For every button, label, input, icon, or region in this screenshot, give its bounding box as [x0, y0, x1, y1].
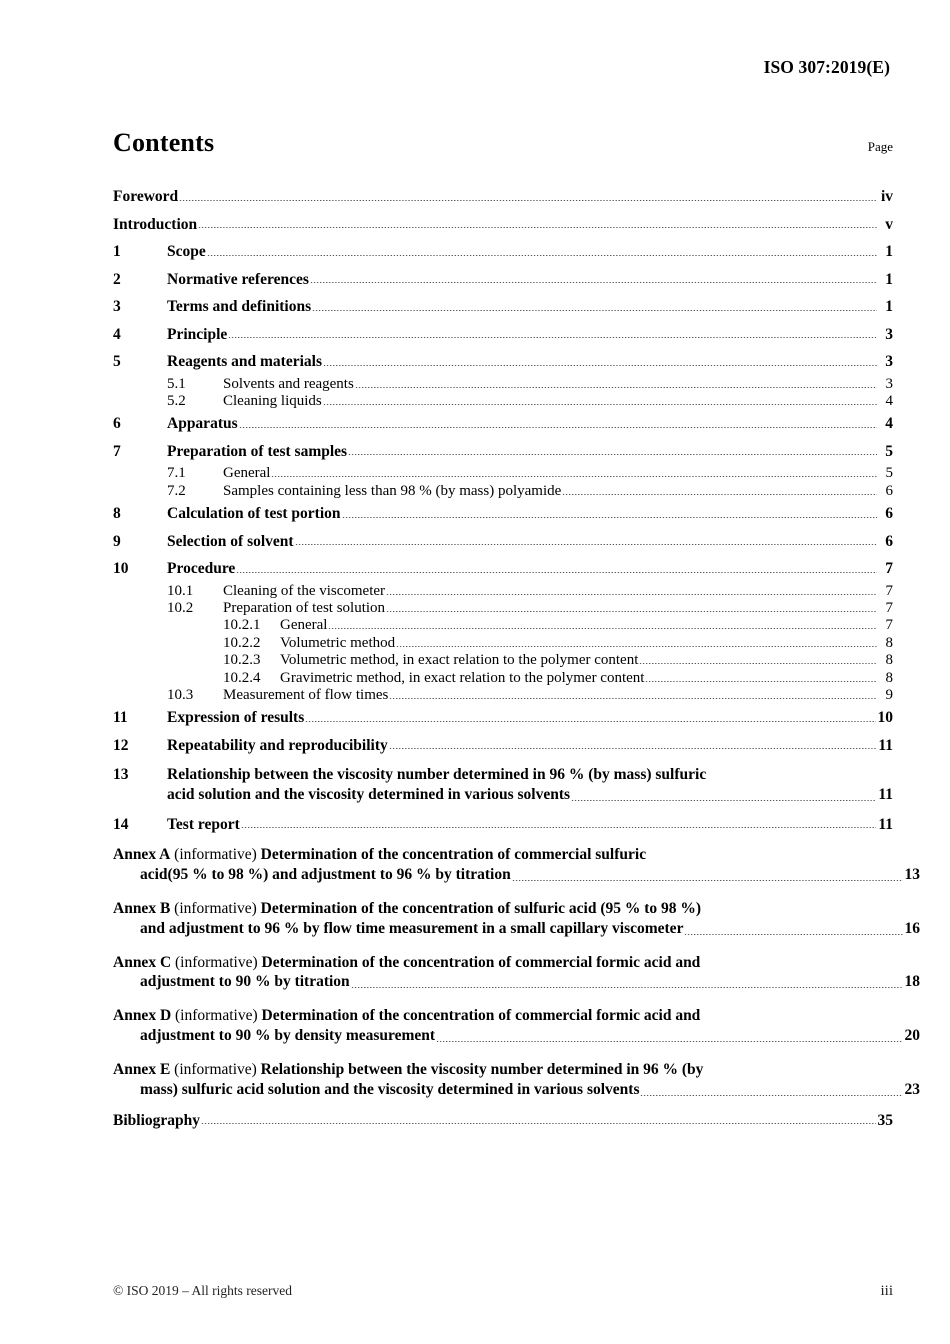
toc-entry-title-line-2: acid(95 % to 98 %) and adjustment to 96 % by titration [140, 866, 511, 884]
toc-entry-title: Apparatus [167, 415, 238, 433]
toc-entry-annex-a[interactable] [113, 838, 920, 892]
toc-entry-page: 11 [878, 815, 893, 833]
toc-entry-number: 1 [113, 243, 121, 260]
copyright-notice: © ISO 2019 – All rights reserved [113, 1283, 292, 1298]
toc-entry-body [113, 1060, 920, 1100]
toc-entry-introduction[interactable] [113, 211, 893, 239]
toc-entry-clause-6[interactable] [113, 410, 893, 438]
toc-entry-title: Volumetric method, in exact relation to the polymer content [280, 652, 639, 669]
toc-entry-number: 10.2.3 [223, 652, 261, 669]
annex-kind-text: (informative) [174, 899, 257, 917]
toc-entry-title-line-1: Determination of the concentration of sulfuric acid (95 % to 98 %) [260, 899, 702, 917]
toc-entry-page: 1 [885, 270, 893, 288]
toc-entry-title-line-2: adjustment to 90 % by titration [140, 973, 350, 991]
toc-entry-title: Cleaning liquids [223, 393, 322, 410]
toc-entry-title: Preparation of test solution [223, 600, 386, 617]
annex-label: Annex E [113, 1060, 171, 1078]
page-column-label: Page [867, 139, 893, 154]
toc-entry-bibliography[interactable] [113, 1107, 893, 1135]
toc-entry-page: 35 [877, 1111, 893, 1129]
dot-leader [201, 1122, 876, 1125]
toc-entry-number: 2 [113, 270, 121, 288]
toc-entry-clause-10-2-4[interactable] [113, 669, 893, 686]
annex-label: Annex B [113, 899, 171, 917]
toc-entry-body [113, 1006, 920, 1046]
toc-entry-title-line-1: Determination of the concentration of commercial formic acid and [261, 953, 701, 971]
toc-entry-title: Terms and definitions [167, 298, 312, 315]
toc-entry-clause-11[interactable] [113, 704, 893, 732]
toc-entry-clause-7-1[interactable] [113, 465, 893, 482]
toc-entry-clause-10-3[interactable] [113, 687, 893, 704]
toc-entry-title-line-1: Determination of the concentration of commercial formic acid and [261, 1007, 701, 1025]
toc-entry-clause-14[interactable] [113, 811, 893, 839]
toc-entry-body [113, 953, 920, 993]
toc-entry-number: 3 [113, 298, 121, 315]
toc-entry-title: Test report [167, 815, 240, 833]
toc-entry-number: 4 [113, 325, 121, 343]
toc-entry-page: 3 [885, 353, 893, 370]
toc-entry-body [167, 765, 893, 805]
toc-entry-number: 14 [113, 815, 129, 833]
toc-entry-title: Solvents and reagents [223, 375, 354, 392]
dot-leader [271, 475, 877, 478]
dot-leader [312, 309, 877, 312]
toc-entry-number: 5 [113, 353, 121, 370]
toc-entry-title: Cleaning of the viscometer [223, 582, 386, 599]
toc-entry-number: 10.1 [167, 582, 194, 599]
toc-entry-clause-10-2-1[interactable] [113, 617, 893, 634]
toc-entry-title: Expression of results [167, 709, 305, 727]
annex-label: Annex C [113, 953, 172, 971]
toc-entry-last-line [113, 1080, 920, 1100]
toc-entry-annex-e[interactable] [113, 1053, 920, 1107]
toc-entry-title: Gravimetric method, in exact relation to the polymer content [280, 669, 645, 686]
dot-leader [342, 516, 877, 519]
annex-kind-text: (informative) [175, 953, 258, 971]
toc-entry-page: 16 [904, 919, 920, 937]
dot-leader [389, 747, 877, 750]
toc-entry-title-line-1: Determination of the concentration of commercial sulfuric [260, 846, 647, 864]
toc-entry-page: 4 [885, 393, 893, 410]
footer-page-number: iii [880, 1283, 893, 1299]
toc-entry-number: 7.2 [167, 482, 186, 499]
dot-leader [348, 453, 877, 456]
toc-entry-page: 7 [885, 617, 893, 634]
toc-entry-number: 7 [113, 442, 121, 460]
toc-entry-page: 1 [885, 243, 893, 260]
dot-leader [639, 662, 877, 665]
toc-entry-clause-3[interactable] [113, 293, 893, 321]
toc-entry-page: 9 [885, 686, 893, 703]
toc-entry-annex-heading [113, 1006, 893, 1026]
toc-entry-title: General [280, 617, 328, 634]
dot-leader [236, 571, 877, 574]
dot-leader [396, 645, 877, 648]
toc-entry-title: Reagents and materials [167, 353, 322, 370]
toc-entry-clause-2[interactable] [113, 266, 893, 294]
toc-entry-annex-c[interactable] [113, 946, 920, 1000]
dot-leader [640, 1094, 902, 1097]
dot-leader [351, 986, 903, 989]
dot-leader [198, 226, 877, 229]
toc-entry-number: 13 [113, 766, 129, 784]
toc-entry-number: 12 [113, 736, 129, 754]
toc-entry-page: 7 [885, 560, 893, 577]
toc-entry-clause-7-2[interactable] [113, 483, 893, 500]
dot-leader [228, 336, 877, 339]
toc-entry-clause-5[interactable] [113, 348, 893, 376]
table-of-contents [113, 183, 920, 1134]
toc-entry-body [113, 899, 920, 939]
toc-entry-page: 3 [885, 375, 893, 392]
annex-kind-text: (informative) [174, 1060, 257, 1078]
annex-kind-text: (informative) [175, 1007, 258, 1025]
dot-leader [207, 254, 877, 257]
toc-entry-annex-heading [113, 953, 893, 973]
dot-leader [239, 426, 877, 429]
toc-entry-number: 5.2 [167, 393, 186, 410]
toc-entry-page: iv [880, 188, 893, 205]
toc-entry-number: 7.1 [167, 465, 186, 482]
toc-entry-number: 9 [113, 532, 121, 550]
page-title: Contents [113, 128, 215, 157]
dot-leader [684, 933, 902, 936]
toc-entry-title: Principle [167, 325, 228, 343]
dot-leader [355, 386, 877, 389]
toc-entry-page: 23 [904, 1080, 920, 1098]
toc-entry-title: Preparation of test samples [167, 442, 348, 460]
toc-entry-number: 10 [113, 560, 129, 577]
toc-entry-last-line [113, 972, 920, 992]
toc-entry-number: 10.2.2 [223, 634, 261, 651]
toc-entry-page: 20 [904, 1027, 920, 1045]
toc-entry-last-line [113, 865, 920, 885]
dot-leader [571, 799, 876, 802]
dot-leader [310, 281, 877, 284]
toc-entry-title: Selection of solvent [167, 532, 294, 550]
toc-entry-body [113, 845, 920, 885]
toc-entry-title: Volumetric method [280, 634, 396, 651]
dot-leader [562, 493, 877, 496]
toc-entry-page: 5 [885, 465, 893, 482]
toc-entry-annex-heading [113, 1060, 893, 1080]
toc-entry-annex-b[interactable] [113, 892, 920, 946]
dot-leader [386, 610, 877, 613]
toc-entry-page: 18 [904, 973, 920, 991]
toc-entry-title-line-1: Relationship between the viscosity number determined in 96 % (by [260, 1060, 704, 1078]
toc-entry-title-line-2: and adjustment to 96 % by flow time measurement in a small capillary viscometer [140, 919, 684, 937]
toc-entry-page: 5 [885, 442, 893, 460]
toc-entry-page: 8 [885, 669, 893, 686]
toc-entry-title-line-2: acid solution and the viscosity determined in various solvents [167, 785, 571, 803]
annex-label: Annex D [113, 1007, 172, 1025]
toc-entry-title: Normative references [167, 270, 309, 288]
toc-entry-page: 6 [885, 505, 893, 522]
toc-entry-title: General [223, 465, 271, 482]
dot-leader [179, 199, 877, 202]
toc-entry-clause-4[interactable] [113, 321, 893, 349]
toc-entry-title: Scope [167, 243, 206, 260]
toc-entry-number: 10.2.1 [223, 617, 261, 634]
toc-entry-last-line [113, 919, 920, 939]
annex-kind-text: (informative) [174, 846, 257, 864]
toc-entry-page: 1 [885, 298, 893, 315]
toc-entry-annex-heading [113, 845, 893, 865]
toc-entry-number: 6 [113, 415, 121, 433]
toc-entry-foreword[interactable] [113, 183, 893, 211]
toc-entry-clause-8[interactable] [113, 500, 893, 528]
toc-entry-number: 11 [113, 709, 128, 727]
toc-entry-page: 7 [885, 600, 893, 617]
toc-entry-title: Foreword [113, 188, 179, 205]
toc-entry-page: 3 [885, 325, 893, 343]
dot-leader [323, 364, 877, 367]
toc-entry-clause-13[interactable] [113, 759, 893, 811]
toc-entry-title-line-1: Relationship between the viscosity number determined in 96 % (by mass) sulfuric [167, 766, 707, 784]
toc-entry-clause-9[interactable] [113, 528, 893, 556]
contents-header [113, 128, 893, 158]
dot-leader [645, 680, 877, 683]
toc-entry-title: Measurement of flow times [223, 686, 389, 703]
toc-entry-number: 10.2.4 [223, 669, 261, 686]
dot-leader [389, 697, 877, 700]
toc-entry-title-line-2: adjustment to 90 % by density measurement [140, 1027, 436, 1045]
toc-entry-clause-7[interactable] [113, 438, 893, 466]
toc-entry-number: 5.1 [167, 375, 186, 392]
toc-entry-page: 8 [885, 652, 893, 669]
dot-leader [295, 543, 877, 546]
toc-entry-page: 10 [877, 709, 893, 727]
toc-entry-clause-5-2[interactable] [113, 393, 893, 410]
toc-entry-number: 10.3 [167, 686, 194, 703]
dot-leader [241, 826, 877, 829]
toc-entry-title: Samples containing less than 98 % (by mass) polyamide [223, 482, 562, 499]
toc-entry-title: Repeatability and reproducibility [167, 736, 388, 754]
toc-entry-page: 6 [885, 482, 893, 499]
dot-leader [436, 1040, 902, 1043]
dot-leader [386, 593, 877, 596]
toc-entry-title: Calculation of test portion [167, 505, 341, 522]
toc-entry-clause-10-2-2[interactable] [113, 635, 893, 652]
toc-entry-page: v [885, 215, 893, 233]
toc-entry-number: 10.2 [167, 600, 194, 617]
toc-entry-annex-d[interactable] [113, 999, 920, 1053]
toc-entry-last-line [167, 785, 893, 805]
toc-entry-clause-12[interactable] [113, 732, 893, 760]
document-header-reference: ISO 307:2019(E) [763, 57, 890, 77]
dot-leader [323, 403, 877, 406]
dot-leader [328, 627, 877, 630]
toc-entry-title-line-2: mass) sulfuric acid solution and the viscosity determined in various solvents [140, 1080, 640, 1098]
toc-entry-page: 13 [904, 866, 920, 884]
toc-entry-title: Bibliography [113, 1111, 200, 1129]
toc-entry-clause-10-1[interactable] [113, 583, 893, 600]
toc-entry-clause-10[interactable] [113, 555, 893, 583]
toc-entry-page: 4 [885, 415, 893, 433]
toc-entry-number: 8 [113, 505, 121, 522]
toc-entry-page: 11 [878, 736, 893, 754]
toc-entry-page: 6 [885, 532, 893, 550]
toc-entry-last-line [113, 1026, 920, 1046]
toc-entry-clause-10-2-3[interactable] [113, 652, 893, 669]
dot-leader [305, 720, 875, 723]
toc-entry-page: 11 [878, 785, 893, 803]
dot-leader [512, 879, 903, 882]
toc-entry-annex-heading [113, 899, 893, 919]
toc-entry-clause-10-2[interactable] [113, 600, 893, 617]
toc-entry-clause-1[interactable] [113, 238, 893, 266]
toc-entry-page: 7 [885, 582, 893, 599]
annex-label: Annex A [113, 846, 171, 864]
toc-entry-clause-5-1[interactable] [113, 376, 893, 393]
toc-entry-title: Procedure [167, 560, 236, 577]
toc-entry-page: 8 [885, 634, 893, 651]
toc-entry-title: Introduction [113, 215, 198, 233]
page-footer [113, 1283, 893, 1300]
